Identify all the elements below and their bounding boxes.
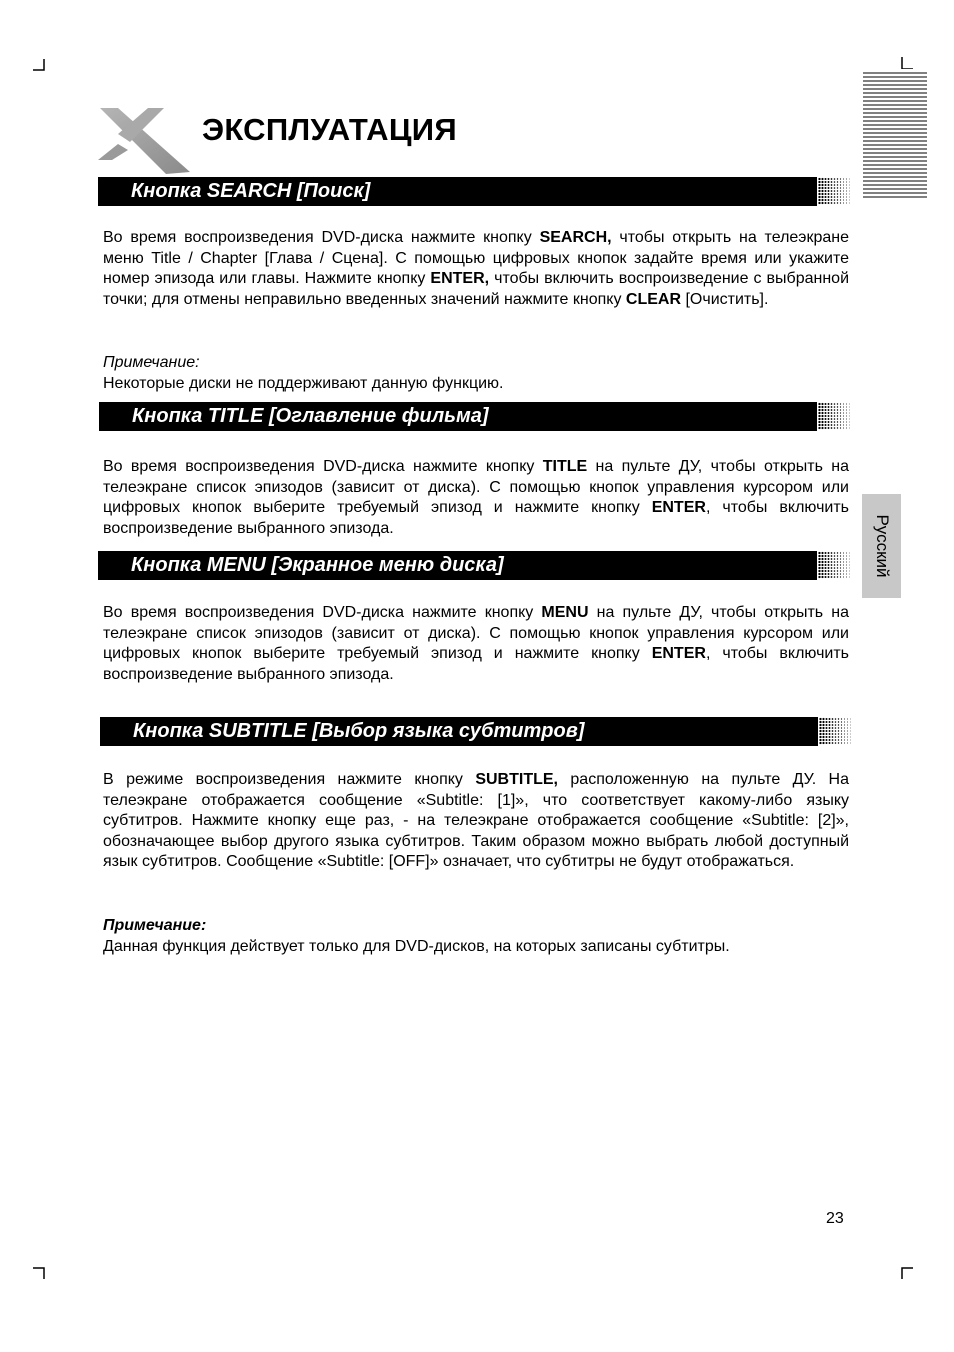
page-title: ЭКСПЛУАТАЦИЯ bbox=[202, 112, 457, 147]
note-label: Примечание: bbox=[103, 354, 200, 371]
bold-key-name: CLEAR bbox=[625, 290, 682, 308]
bold-key-name: ENTER bbox=[651, 499, 706, 517]
language-tab bbox=[862, 494, 901, 598]
section-body bbox=[103, 228, 849, 310]
bold-key-name: MENU bbox=[541, 604, 589, 621]
body-text: чтобы открыть на телеэкране меню Title / Chapter [Глава / Сцена]. С помощью цифровых кнопок задайте время или укажите номер эпизода или главы. Нажмите кнопку bbox=[103, 229, 850, 288]
decorative-stripes bbox=[863, 72, 927, 200]
section-header-menu bbox=[98, 551, 851, 580]
body-text: [Очистить]. bbox=[681, 290, 769, 308]
crop-mark-bottom-right bbox=[901, 1267, 913, 1279]
crop-mark-top-left bbox=[33, 59, 45, 71]
note-label: Примечание: bbox=[103, 917, 207, 934]
body-text: Во время воспроизведения DVD-диска нажмите кнопку bbox=[103, 229, 540, 246]
halftone-dots-icon bbox=[818, 717, 852, 746]
halftone-dots-icon bbox=[817, 402, 851, 431]
body-text: Во время воспроизведения DVD-диска нажмите кнопку bbox=[103, 604, 542, 621]
bold-key-name: SEARCH, bbox=[539, 229, 612, 246]
body-text: , чтобы включить воспроизведение выбранного эпизода. bbox=[103, 499, 850, 537]
body-text: на пульте ДУ, чтобы открыть на телеэкране список эпизодов (зависит от диска). С помощью кнопок управления курсором или цифровых кнопок выберите требуемый эпизод и нажмите кнопку bbox=[103, 604, 849, 663]
body-text: , чтобы включить воспроизведение выбранного эпизода. bbox=[103, 645, 850, 683]
body-text: В режиме воспроизведения нажмите кнопку bbox=[103, 771, 476, 788]
crop-mark-top-right bbox=[901, 57, 913, 69]
crop-mark-bottom-left bbox=[33, 1267, 45, 1279]
halftone-dots-icon bbox=[817, 177, 851, 206]
body-text: Во время воспроизведения DVD-диска нажмите кнопку bbox=[103, 458, 543, 475]
section-heading: Кнопка SEARCH [Поиск] bbox=[131, 180, 371, 202]
note-text: Некоторые диски не поддерживают данную функцию. bbox=[103, 375, 504, 392]
section-heading: Кнопка SUBTITLE [Выбор языка субтитров] bbox=[133, 720, 585, 742]
section-body bbox=[103, 457, 849, 539]
section-header-title bbox=[99, 402, 851, 431]
note-text: Данная функция действует только для DVD-дисков, на которых записаны субтитры. bbox=[103, 938, 730, 955]
body-text: чтобы включить воспроизведение с выбранной точки; для отмены неправильно введенных значений нажмите кнопку bbox=[103, 270, 850, 308]
section-heading: Кнопка TITLE [Оглавление фильма] bbox=[132, 405, 489, 427]
section-header-subtitle bbox=[100, 717, 852, 746]
language-tab-label: Русский bbox=[872, 514, 892, 578]
section-body bbox=[103, 603, 849, 685]
section-heading: Кнопка MENU [Экранное меню диска] bbox=[131, 554, 504, 576]
bold-key-name: SUBTITLE, bbox=[475, 771, 558, 788]
section-header-search bbox=[98, 177, 851, 206]
body-text: расположенную на пульте ДУ. На телеэкране отображается сообщение «Subtitle: [1]», что соответствует какому-либо языку субтитров. Нажмите кнопку еще раз, - на телеэкране отображается сообщение «Subtitle: [2]», обозначающее выбор другого языка субтитров. Таким образом можно выбрать любой доступный язык субтитров. Сообщение «Subtitle: [OFF]» означает, что субтитры не будут отображаться. bbox=[103, 771, 849, 871]
page-number: 23 bbox=[826, 1210, 844, 1227]
body-text: на пульте ДУ, чтобы открыть на телеэкране список эпизодов (зависит от диска). С помощью кнопок управления курсором или цифровых кнопок выберите требуемый эпизод и нажмите кнопку bbox=[103, 458, 850, 517]
section-body bbox=[103, 770, 849, 873]
bold-key-name: ENTER bbox=[651, 645, 706, 663]
bold-key-name: ENTER, bbox=[430, 270, 490, 288]
halftone-dots-icon bbox=[817, 551, 851, 580]
bold-key-name: TITLE bbox=[542, 458, 588, 475]
x-logo-icon bbox=[96, 104, 192, 176]
